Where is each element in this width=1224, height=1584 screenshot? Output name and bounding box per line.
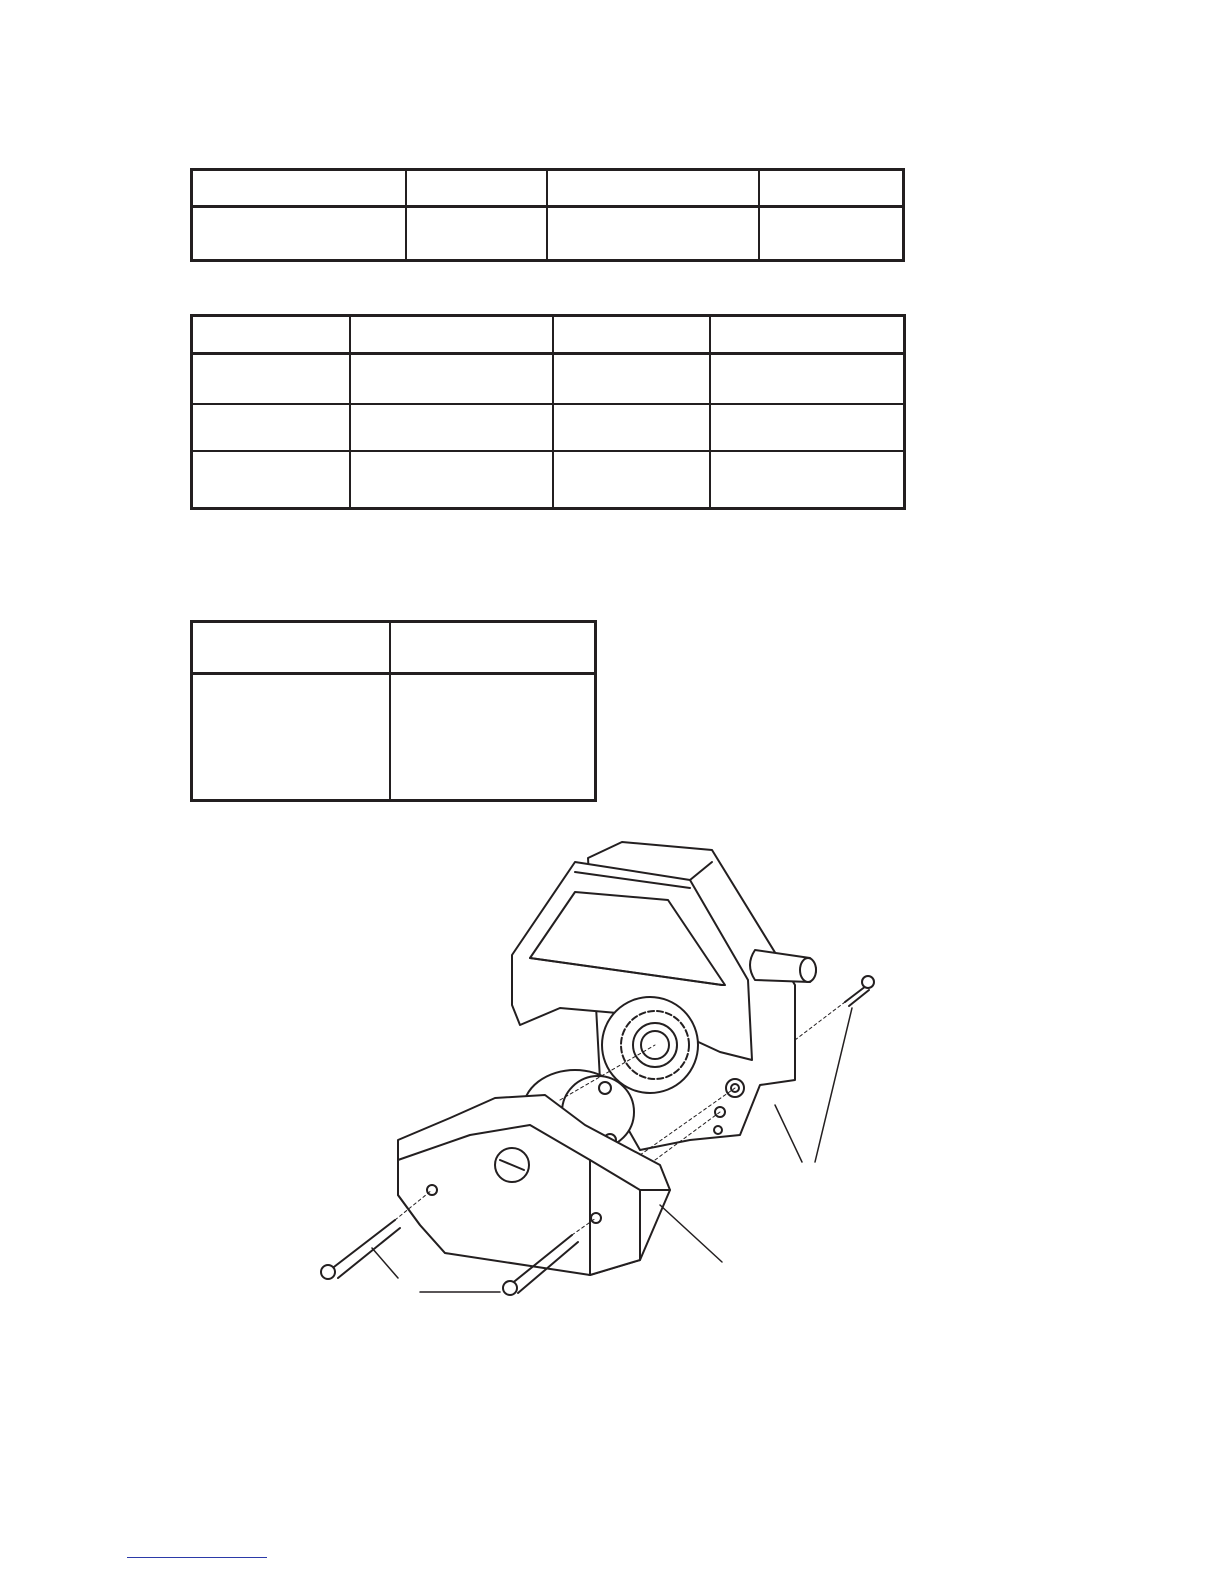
- long-screw: [845, 976, 874, 1006]
- pump-head-illustration: [300, 830, 900, 1310]
- table-cell: [192, 451, 350, 509]
- table-cell: [710, 316, 905, 354]
- table-cell: [759, 207, 904, 261]
- leader-line: [372, 1248, 398, 1278]
- thumbscrew-head-icon: [321, 1265, 335, 1279]
- table-cell: [390, 622, 596, 674]
- table-cell: [192, 404, 350, 451]
- alignment-line: [795, 1002, 845, 1040]
- knob-tip: [800, 958, 816, 982]
- table-cell: [406, 170, 547, 207]
- leader-line: [815, 1008, 852, 1162]
- leader-line: [660, 1205, 722, 1262]
- table-row: [192, 354, 905, 404]
- table-row: [192, 622, 596, 674]
- table-3: [190, 620, 597, 802]
- table-cell: [192, 674, 390, 801]
- thumbscrew-head-icon: [503, 1281, 517, 1295]
- table-cell: [759, 170, 904, 207]
- table-cell: [350, 404, 553, 451]
- table-1: [190, 168, 905, 262]
- table-2: [190, 314, 906, 510]
- table-row: [192, 207, 904, 261]
- table-cell: [390, 674, 596, 801]
- table-cell: [406, 207, 547, 261]
- table-cell: [553, 316, 710, 354]
- leader-line: [775, 1105, 802, 1162]
- table-cell: [192, 207, 406, 261]
- footer-rule: [127, 1557, 267, 1558]
- table-cell: [350, 451, 553, 509]
- table-cell: [547, 170, 759, 207]
- table-cell: [553, 354, 710, 404]
- table-row: [192, 404, 905, 451]
- table-cell: [710, 451, 905, 509]
- table-cell: [553, 451, 710, 509]
- table-cell: [350, 316, 553, 354]
- table-cell: [192, 170, 406, 207]
- table-cell: [710, 404, 905, 451]
- table-cell: [192, 622, 390, 674]
- table-cell: [192, 354, 350, 404]
- table-row: [192, 674, 596, 801]
- table-cell: [553, 404, 710, 451]
- table-cell: [350, 354, 553, 404]
- table-cell: [710, 354, 905, 404]
- table-cell: [547, 207, 759, 261]
- table-row: [192, 170, 904, 207]
- table-cell: [192, 316, 350, 354]
- table-row: [192, 451, 905, 509]
- table-row: [192, 316, 905, 354]
- screw-head-icon: [862, 976, 874, 988]
